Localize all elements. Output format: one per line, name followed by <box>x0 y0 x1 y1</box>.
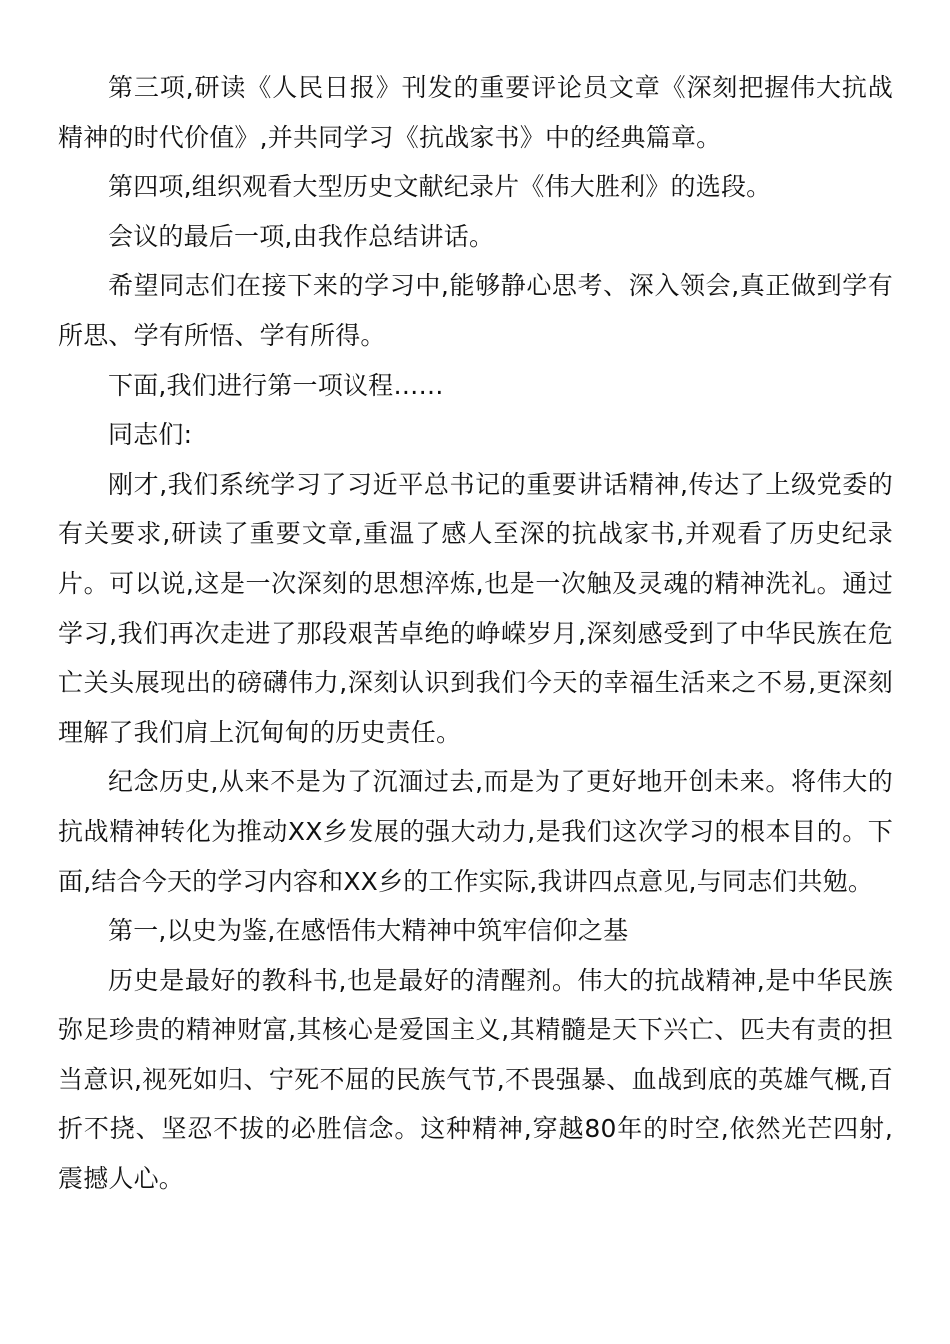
paragraph-item-four: 第四项,组织观看大型历史文献纪录片《伟大胜利》的选段。 <box>108 172 772 202</box>
paragraph-purpose: 纪念历史,从来不是为了沉湎过去,而是为了更好地开创未来。将伟大的抗战精神转化为推动XX乡发展的强大动力,是我们这次学习的根本目的。下面,结合今天的学习内容和XX乡的工作实际,我讲四点意见,与同志们共勉。 <box>58 767 893 896</box>
paragraph-hope: 希望同志们在接下来的学习中,能够静心思考、深入领会,真正做到学有所思、学有所悟、学有所得。 <box>58 271 893 350</box>
paragraph-salutation: 同志们: <box>108 420 193 450</box>
document-page <box>58 63 893 1204</box>
section-heading-first: 第一,以史为鉴,在感悟伟大精神中筑牢信仰之基 <box>108 916 629 946</box>
paragraph-last-item: 会议的最后一项,由我作总结讲话。 <box>108 221 495 251</box>
paragraph-summary: 刚才,我们系统学习了习近平总书记的重要讲话精神,传达了上级党委的有关要求,研读了重要文章,重温了感人至深的抗战家书,并观看了历史纪录片。可以说,这是一次深刻的思想淬炼,也是一次触及灵魂的精神洗礼。通过学习,我们再次走进了那段艰苦卓绝的峥嵘岁月,深刻感受到了中华民族在危亡关头展现出的磅礴伟力,深刻认识到我们今天的幸福生活来之不易,更深刻理解了我们肩上沉甸甸的历史责任。 <box>58 469 893 747</box>
paragraph-first-agenda: 下面,我们进行第一项议程…… <box>108 370 444 400</box>
paragraph-item-three: 第三项,研读《人民日报》刊发的重要评论员文章《深刻把握伟大抗战精神的时代价值》,并共同学习《抗战家书》中的经典篇章。 <box>58 73 893 152</box>
paragraph-history: 历史是最好的教科书,也是最好的清醒剂。伟大的抗战精神,是中华民族弥足珍贵的精神财富,其核心是爱国主义,其精髓是天下兴亡、匹夫有责的担当意识,视死如归、宁死不屈的民族气节,不畏强暴、血战到底的英雄气概,百折不挠、坚忍不拔的必胜信念。这种精神,穿越80年的时空,依然光芒四射,震撼人心。 <box>58 965 893 1194</box>
